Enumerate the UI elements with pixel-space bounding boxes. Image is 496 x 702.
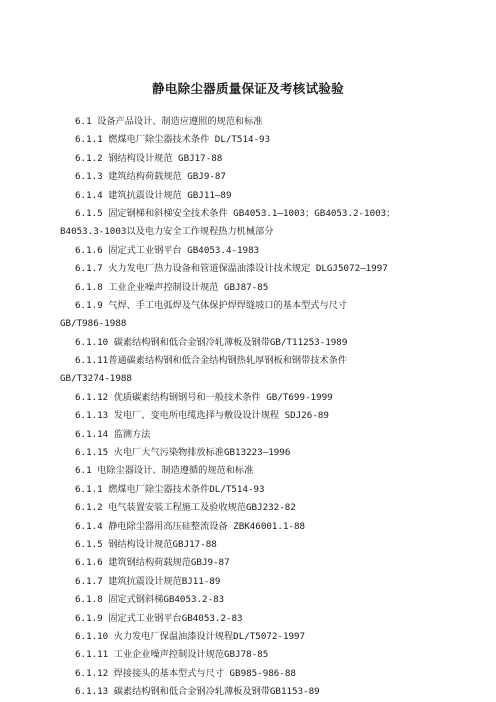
document-line: GB/T3274-1988 bbox=[60, 373, 132, 385]
document-line: 6.1.9 固定式工业钢平台GB4053.2-83 bbox=[75, 612, 243, 624]
document-line: 6.1.15 火电厂大气污染物排放标准GB13223—1996 bbox=[75, 447, 291, 459]
document-line: 6.1.6 固定式工业钢平台 GB4053.4-1983 bbox=[75, 244, 260, 256]
document-line: 6.1.1 燃煤电厂除尘器技术条件DL/T514-93 bbox=[75, 483, 265, 495]
document-line: 6.1.4 建筑抗震设计规范 GBJ11—89 bbox=[75, 189, 232, 201]
document-line: 6.1.10 火力发电厂保温油漆设计规程DL/T5072-1997 bbox=[75, 630, 306, 642]
document-line: 6.1.5 固定钢梯和斜梯安全技术条件 GB4053.1—1003；GB4053.2-1003； bbox=[75, 207, 396, 219]
document-line: 6.1.11普通碳素结构钢和低合金结构钢热轧厚钢板和钢带技术条件 bbox=[75, 355, 348, 367]
document-line: 6.1.9 气焊、手工电弧焊及气体保护焊焊缝坡口的基本型式与尺寸 bbox=[75, 299, 348, 311]
document-line: 6.1.12 优质碳素结构钢钢号和一般技术条件 GB/T699-1999 bbox=[75, 391, 333, 403]
document-line: 6.1.8 工业企业噪声控制设计规范 GBJ87-85 bbox=[75, 281, 269, 293]
document-line: 6.1.2 电气装置安装工程施工及验收规范GBJ232-82 bbox=[75, 502, 296, 514]
document-line: 6.1.13 碳素结构钢和低合金钢冷轧薄板及钢带GB1153-89 bbox=[75, 686, 320, 698]
document-title: 静电除尘器质量保证及考核试验验 bbox=[151, 81, 344, 96]
document-line: B4053.3-1003以及电力安全工作规程热力机械部分 bbox=[60, 226, 274, 238]
document-line: 6.1.1 燃煤电厂除尘器技术条件 DL/T514-93 bbox=[75, 134, 271, 146]
document-line: 6.1.3 建筑结构荷载规范 GBJ9-87 bbox=[75, 171, 226, 183]
document-line: 6.1.11 工业企业噪声控制设计规范GBJ78-85 bbox=[75, 649, 269, 661]
document-line: 6.1.7 建筑抗震设计规范BJ11-89 bbox=[75, 575, 221, 587]
document-line: 6.1.5 钢结构设计规范GBJ17-88 bbox=[75, 538, 217, 550]
document-line: 6.1.6 建筑钢结构荷载规范GBJ9-87 bbox=[75, 557, 230, 569]
document-line: 6.1.2 钢结构设计规范 GBJ17-88 bbox=[75, 152, 223, 164]
document-line: 6.1.4 静电除尘器用高压硅整流设备 ZBK46001.1-88 bbox=[75, 520, 306, 532]
document-line: 6.1.8 固定式钢斜梯GB4053.2-83 bbox=[75, 594, 225, 606]
document-line: 6.1.12 焊接接头的基本型式与尺寸 GB985-986-88 bbox=[75, 667, 296, 679]
document-line: 6.1.10 碳素结构钢和低合金钢冷轧薄板及钢带GB/T11253-1989 bbox=[75, 336, 348, 348]
document-line: 6.1.7 火力发电厂热力设备和管道保温油漆设计技术规定 DLGJ5072—1997 bbox=[75, 263, 388, 275]
document-line: 6.1.14 监测方法 bbox=[75, 428, 151, 440]
document-line: GB/T986-1988 bbox=[60, 318, 127, 330]
document-line: 6.1.13 发电厂、变电所电缆选择与敷设设计规程 SDJ26-89 bbox=[75, 410, 329, 422]
document-line: 6.1 电除尘器设计、制造遵循的规范和标准 bbox=[75, 465, 254, 477]
document-line: 6.1 设备产品设计、制造应遵照的规范和标准 bbox=[75, 116, 263, 127]
standards-list bbox=[60, 113, 485, 702]
